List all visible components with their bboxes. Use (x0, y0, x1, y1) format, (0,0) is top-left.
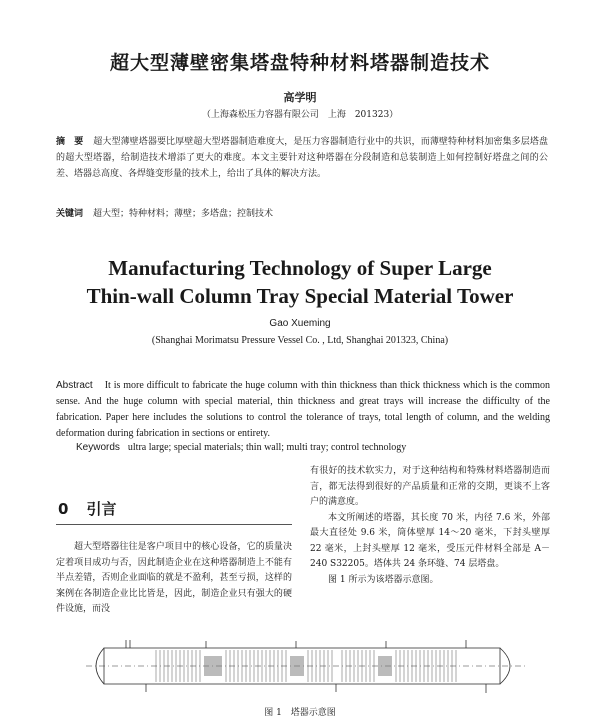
english-abstract (56, 378, 550, 442)
english-keywords (76, 442, 550, 453)
chinese-keywords-text: 超大型；特种材料；薄壁；多塔盘；控制技术 (93, 209, 274, 219)
section-heading (58, 498, 134, 519)
section-divider (56, 524, 292, 525)
english-keywords-label: Keywords (76, 442, 120, 453)
chinese-abstract (56, 134, 548, 182)
chinese-keywords-label: 关键词 (56, 209, 84, 219)
chinese-keywords (56, 206, 548, 219)
body-paragraph: 超大型塔器往往是客户项目中的核心设备，它的质量决定着项目成功与否，因此制造企业在这种塔器制造上不能有半点差错，否则企业面临的就是不盈利，甚至亏损，这样的案例在各制造企业比比皆是，因此，制造企业只有强大的硬件设施，而没 (56, 542, 292, 614)
section-number: 0 (58, 500, 69, 518)
body-paragraph: 本文所阐述的塔器，其长度 70 米，内径 7.6 米，外部最大直径处 9.6 米，筒体壁厚 14～20 毫米，下封头壁厚 22 毫米，上封头壁厚 12 毫米，受压元件材料全部是 A－240 S32205。塔体共 24 条环缝、74 层塔盘。 (310, 512, 550, 569)
chinese-affiliation: （上海森松压力容器有限公司 上海 201323） (201, 110, 399, 120)
body-column-left (56, 540, 292, 618)
english-affiliation: (Shanghai Morimatsu Pressure Vessel Co. , Ltd, Shanghai 201323, China) (151, 335, 449, 346)
english-keywords-text: ultra large; special materials; thin wall; multi tray; control technology (127, 442, 407, 453)
english-abstract-text: It is more difficult to fabricate the huge column with thin thickness than thick thickness which is the common sense. And the huge column with special material, thin thickness and great trays will increase the difficulty of the fabrication. Paper here includes the solutions to control the tolerance of trays, total length of column, and the welding deformation during fabrication in sections or entirety. (56, 380, 550, 439)
chinese-abstract-label: 摘 要 (56, 137, 84, 147)
english-author: Gao Xueming (269, 318, 331, 329)
english-abstract-label: Abstract (56, 380, 93, 391)
body-paragraph: 图 1 所示为该塔器示意图。 (328, 574, 439, 585)
body-paragraph: 有很好的技术软实力，对于这种结构和特殊材料塔器制造而言，都无法得到很好的产品质量和正常的交期，更谈不上客户的满意度。 (310, 466, 550, 507)
chinese-title: 超大型薄壁密集塔盘特种材料塔器制造技术 (109, 52, 490, 74)
english-title-line2: Thin-wall Column Tray Special Material Tower (86, 284, 514, 308)
chinese-author: 高学明 (283, 91, 317, 104)
english-title-line1: Manufacturing Technology of Super Large (108, 256, 492, 280)
section-title: 引言 (86, 500, 117, 518)
body-column-right (310, 464, 550, 588)
chinese-abstract-text: 超大型薄壁塔器要比厚壁超大型塔器制造难度大，是压力容器制造行业中的共识，而薄壁特种材料加密集多层塔盘的超大型塔器，给制造技术增添了更大的难度。本文主要针对这种塔器在分段制造和总装制造上如何控制好塔盘之间的公差、塔器总高度、各焊缝变形量的技术上，给出了具体的解决方法。 (56, 137, 548, 179)
english-title (0, 254, 600, 310)
figure-caption: 图 1 塔器示意图 (264, 708, 336, 718)
tower-schematic-figure (86, 636, 526, 698)
